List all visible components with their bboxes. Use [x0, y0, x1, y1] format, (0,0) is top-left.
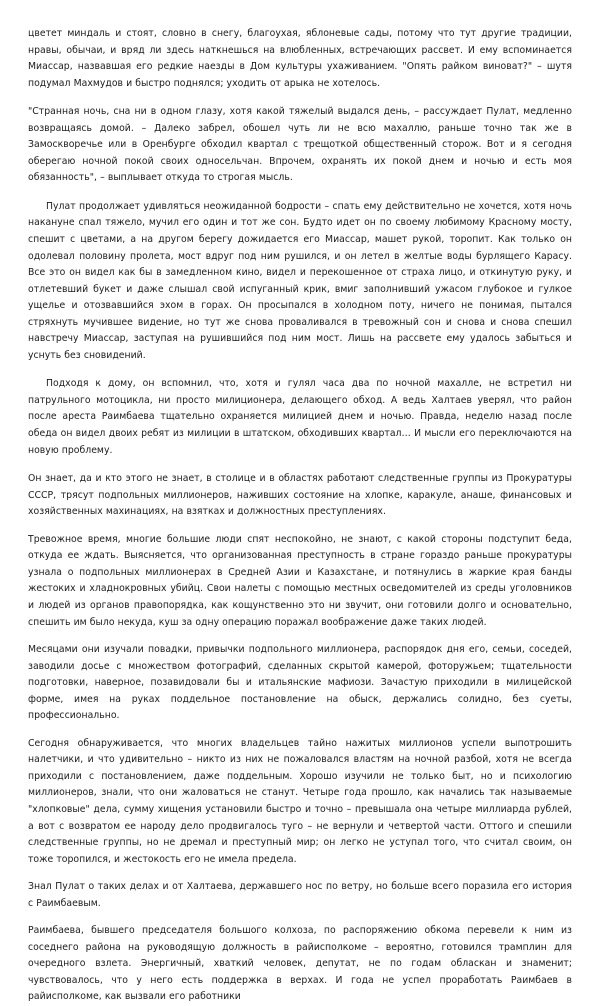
document-text-body — [28, 26, 572, 1006]
paragraph: Подходя к дому, он вспомнил, что, хотя и гулял часа два по ночной махалле, не встретил ни патрульного мотоцикла, ни просто милиционера, делающего обход. А ведь Халтаев уверял, что район после ареста Раимбаева тщательно охраняется милицией днем и ночью. Правда, неделю назад после обеда он видел двоих ребят из милиции в штатском, обходивших квартал… И мысли его переключаются на новую проблему. — [28, 378, 572, 456]
paragraph: Он знает, да и кто этого не знает, в столице и в областях работают следственные группы из Прокуратуры СССР, трясут подпольных миллионеров, наживших состояние на хлопке, каракуле, анаше, финансовых и хозяйственных махинациях, на взятках и должностных преступлениях. — [28, 473, 572, 518]
paragraph: Тревожное время, многие большие люди спят неспокойно, не знают, с какой стороны подступит беда, откуда ее ждать. Выясняется, что организованная преступность в стране гораздо раньше прокуратуры узнала о подпольных миллионерах в Средней Азии и Казахстане, и потянулись в жаркие края банды жестоких и хладнокровных убийц. Свои налеты с помощью местных осведомителей из среды уголовников и людей из органов правопорядка, как кощунственно это ни звучит, они готовили долго и основательно, спешить им было некуда, куш за одну операцию поражал воображение даже таких людей. — [28, 533, 572, 628]
paragraph: Месяцами они изучали повадки, привычки подпольного миллионера, распорядок дня его, семьи, соседей, заводили досье с множеством фотографий, сделанных скрытой камерой, фоторужьем; тщательности подготовки, наверное, позавидовали бы и итальянские мафиози. Зачастую приходили в милицейской форме, имея на руках поддельное постановление на обыск, держались солидно, без суеты, профессионально. — [28, 644, 572, 722]
paragraph: Пулат продолжает удивляться неожиданной бодрости – спать ему действительно не хочется, хотя ночь накануне спал тяжело, мучил его один и тот же сон. Будто идет он по своему любимому Красному мосту, спешит с цветами, а на другом берегу дожидается его Миассар, машет рукой, торопит. Как только он одолевал половину пролета, мост вдруг под ним рушился, и он летел в желтые воды бурлящего Карасу. Все это он видел как бы в замедленном кино, видел и перекошенное от страха лицо, и откинутую руку, и отлетевший букет и даже слышал свой испуганный крик, вмиг заполнивший ужасом глубокое и гулкое ущелье и отозвавшийся эхом в горах. Он просыпался в холодном поту, ничего не понимая, пытался стряхнуть мучившее видение, но тут же снова проваливался в тревожный сон и снова и снова спешил навстречу Миассар, заступая на рушившийся под ним мост. Лишь на рассвете ему удалось забыться и уснуть без сновидений. — [28, 200, 572, 361]
paragraph: Раимбаева, бывшего председателя большого колхоза, по распоряжению обкома перевели к ним из соседнего района на руководящую должность в райисполкоме – вероятно, готовился трамплин для очередного взлета. Энергичный, хваткий человек, депутат, не по годам обласкан и знаменит; чувствовалось, что у него есть поддержка в верхах. И года не успел проработать Раимбаев в райисполкоме, как вызвали его работники — [28, 925, 572, 1003]
paragraph: Знал Пулат о таких делах и от Халтаева, державшего нос по ветру, но больше всего поразила его история с Раимбаевым. — [28, 881, 572, 909]
paragraph: "Странная ночь, сна ни в одном глазу, хотя какой тяжелый выдался день, – рассуждает Пулат, медленно возвращаясь домой. – Далеко забрел, обошел чуть ли не всю махаллю, раньше точно так же в Замоскворечье или в Оренбурге обходил квартал с трещоткой общественный сторож. Вот и я сегодня оберегаю ночной покой своих односельчан. Впрочем, охранять их покой днем и ночью и есть моя обязанность", – выплывает откуда то строгая мысль. — [28, 106, 572, 184]
paragraph: цветет миндаль и стоят, словно в снегу, благоухая, яблоневые сады, потому что тут другие традиции, нравы, обычаи, и вряд ли здесь наткнешься на влюбленных, встречающих рассвет. И ему вспоминается Миассар, назвавшая его редкие наезды в Дом культуры ухаживанием. "Опять райком виноват?" – шутя подумал Махмудов и быстро поднялся; уходить от арыка не хотелось. — [28, 28, 572, 89]
paragraph: Сегодня обнаруживается, что многих владельцев тайно нажитых миллионов успели выпотрошить налетчики, и что удивительно – никто из них не пожаловался властям на ночной разбой, хотя не всегда приходили с постановлением, даже поддельным. Хорошо изучили не только быт, но и психологию миллионеров, знали, что они жаловаться не станут. Четыре года прошло, как начались так называемые "хлопковые" дела, сумму хищения установили быстро и точно – превышала она четыре миллиарда рублей, а вот с возвратом ее народу дело продвигалось туго – не вернули и четвертой части. Оттого и спешили следственные группы, но не дремал и преступный мир; он легко не уступал того, что считал своим, он тоже торопился, и жестокость его не имела предела. — [28, 737, 572, 865]
